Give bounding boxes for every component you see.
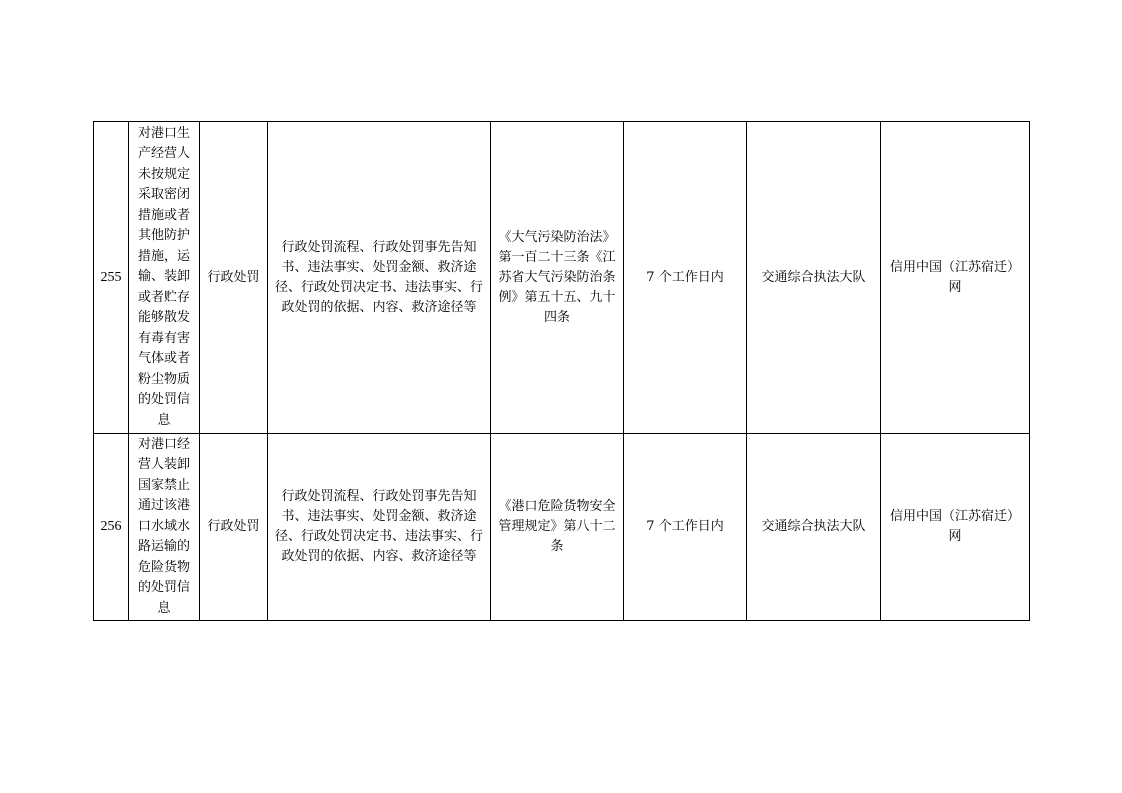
department-cell: 交通综合执法大队 — [747, 434, 881, 621]
channel-cell: 信用中国（江苏宿迁）网 — [881, 122, 1030, 434]
disclosure-item: 对港口生产经营人未按规定采取密闭措施或者其他防护措施，运输、装卸或者贮存能够散发有毒有害气体或者粉尘物质的处罚信息 — [129, 122, 200, 434]
content-cell: 行政处罚流程、行政处罚事先告知书、违法事实、处罚金额、救济途径、行政处罚决定书、违法事实、行政处罚的依据、内容、救济途径等 — [268, 434, 491, 621]
row-number: 256 — [94, 434, 129, 621]
content-cell: 行政处罚流程、行政处罚事先告知书、违法事实、处罚金额、救济途径、行政处罚决定书、违法事实、行政处罚的依据、内容、救济途径等 — [268, 122, 491, 434]
legal-basis-cell: 《大气污染防治法》第一百二十三条《江苏省大气污染防治条例》第五十五、九十四条 — [491, 122, 624, 434]
category-cell: 行政处罚 — [200, 122, 268, 434]
time-limit-cell: 7 个工作日内 — [624, 434, 747, 621]
legal-basis-cell: 《港口危险货物安全管理规定》第八十二条 — [491, 434, 624, 621]
disclosure-item: 对港口经营人装卸国家禁止通过该港口水域水路运输的危险货物的处罚信息 — [129, 434, 200, 621]
time-limit-cell: 7 个工作日内 — [624, 122, 747, 434]
channel-cell: 信用中国（江苏宿迁）网 — [881, 434, 1030, 621]
table-row — [94, 434, 1030, 621]
row-number: 255 — [94, 122, 129, 434]
table-row — [94, 122, 1030, 434]
disclosure-table — [93, 121, 1030, 621]
category-cell: 行政处罚 — [200, 434, 268, 621]
department-cell: 交通综合执法大队 — [747, 122, 881, 434]
